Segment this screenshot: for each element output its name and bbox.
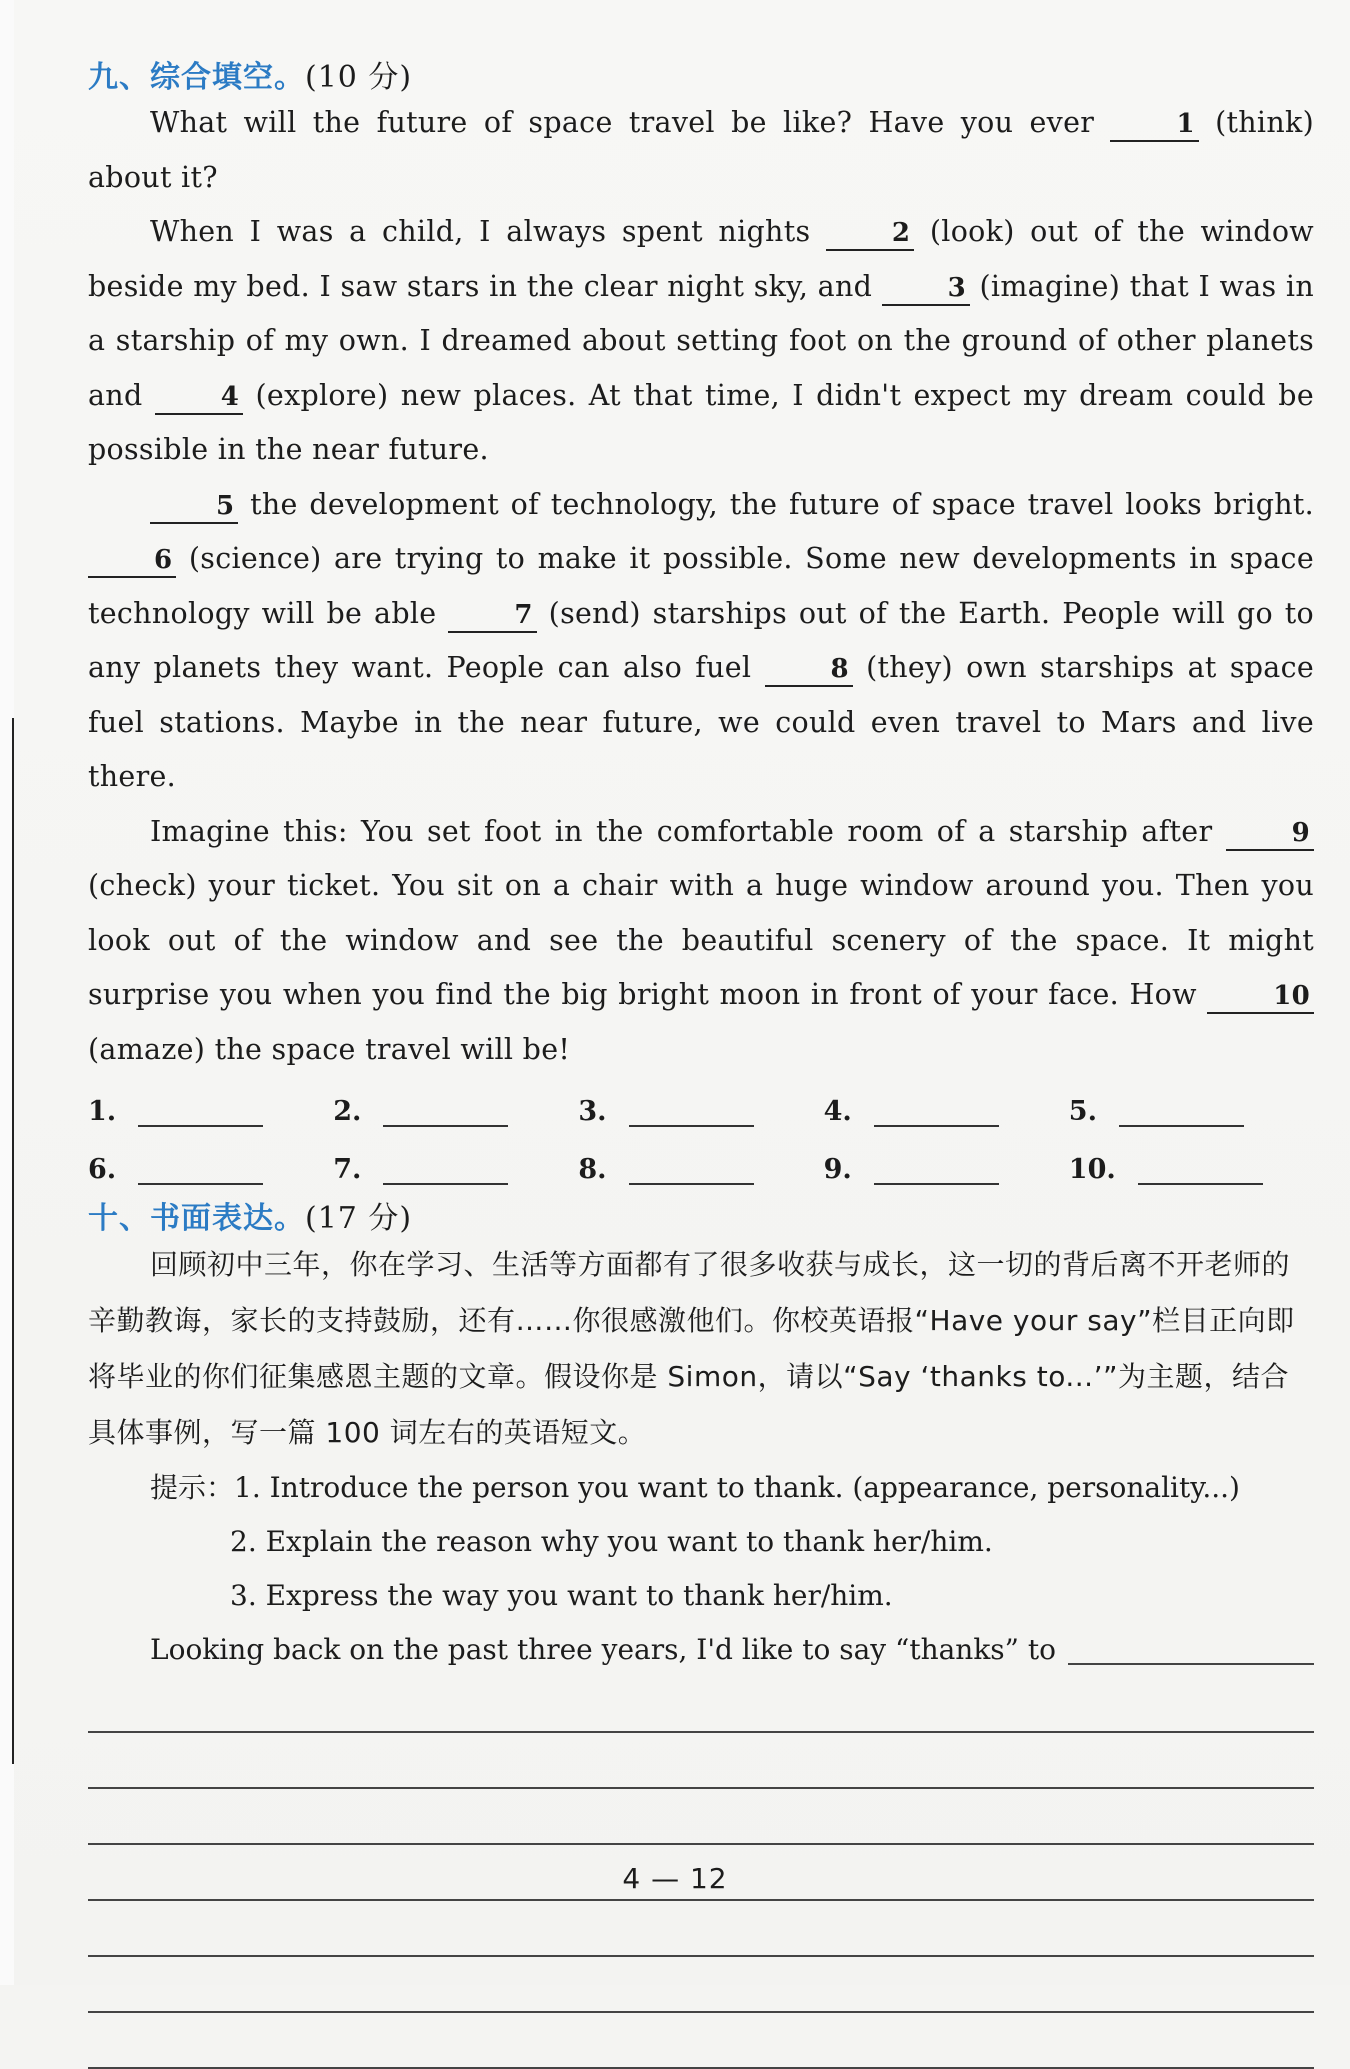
writing-line[interactable] (88, 1733, 1314, 1789)
answer-slot[interactable] (1069, 1139, 1314, 1185)
section-10-score: (17 分) (305, 1201, 413, 1236)
answer-label: 3. (578, 1096, 607, 1127)
answer-line[interactable] (874, 1157, 999, 1185)
answer-slot[interactable] (578, 1081, 823, 1127)
answer-line[interactable] (138, 1099, 263, 1127)
hint-row-1 (150, 1461, 1314, 1515)
answer-line[interactable] (629, 1099, 754, 1127)
passage-paragraph-3 (88, 478, 1314, 805)
answer-slot[interactable] (88, 1139, 333, 1185)
binding-rule (12, 718, 14, 1764)
answer-label: 6. (88, 1154, 117, 1185)
p2-text-d: (imagine) that I was in a starship of my own. I dreamed about setting foot on the ground of other planets and (88, 269, 1314, 412)
p2-text-a: When I was a child, I always spent nights (150, 215, 826, 248)
answer-line[interactable] (629, 1157, 754, 1185)
blank-1[interactable]: 1 (1110, 108, 1198, 142)
section-9-heading: 九、综合填空。 (88, 60, 305, 95)
answer-slot[interactable] (578, 1139, 823, 1185)
answer-slot[interactable] (1069, 1081, 1314, 1127)
writing-line[interactable] (88, 2013, 1314, 2069)
passage-paragraph-1 (88, 96, 1314, 205)
answer-line[interactable] (138, 1157, 263, 1185)
blank-4[interactable]: 4 (155, 381, 243, 415)
answer-label: 1. (88, 1096, 117, 1127)
starter-sentence: Looking back on the past three years, I'd like to say “thanks” to (150, 1633, 1056, 1666)
p3-text-a: the development of technology, the future of space travel looks bright. (238, 487, 1314, 521)
p1-text-c: (think) about it? (88, 106, 1314, 194)
answer-line[interactable] (1138, 1157, 1263, 1185)
blank-5[interactable]: 5 (150, 490, 238, 524)
p1-text-a: What will the future of space travel be like? Have you ever (150, 106, 1111, 139)
p4-text-a: Imagine this: You set foot in the comfortable room of a starship after (150, 814, 1226, 848)
writing-line[interactable] (88, 1901, 1314, 1957)
section-9-title (88, 52, 1314, 96)
answer-label: 9. (823, 1154, 852, 1185)
writing-line[interactable] (88, 1789, 1314, 1845)
hints-block (88, 1461, 1314, 1623)
blank-3[interactable]: 3 (882, 272, 970, 306)
answer-line[interactable] (1119, 1099, 1244, 1127)
answer-line[interactable] (874, 1099, 999, 1127)
answer-label: 8. (578, 1154, 607, 1185)
section-10-title (88, 1193, 1314, 1237)
blank-9[interactable]: 9 (1226, 817, 1314, 851)
answer-label: 4. (823, 1096, 852, 1127)
hint-2: 2. Explain the reason why you want to thank her/him. (230, 1525, 993, 1558)
hint-1: 1. Introduce the person you want to thank. (appearance, personality...) (234, 1471, 1240, 1504)
answer-label: 2. (333, 1096, 362, 1127)
blank-10[interactable]: 10 (1207, 980, 1314, 1014)
p3-text-e: (they) own starships at space fuel stations. Maybe in the near future, we could even travel to Mars and live there. (88, 651, 1315, 793)
blank-7[interactable]: 7 (448, 599, 536, 633)
page-number: 4 — 12 (622, 1862, 728, 1895)
answer-label: 5. (1068, 1096, 1097, 1127)
answer-label: 10. (1068, 1154, 1116, 1185)
answer-slot[interactable] (824, 1139, 1069, 1185)
starter-answer-line[interactable] (1068, 1633, 1314, 1665)
answer-line[interactable] (383, 1099, 508, 1127)
writing-line[interactable] (88, 1957, 1314, 2013)
section-10-heading: 十、书面表达。 (88, 1201, 305, 1236)
blank-2[interactable]: 2 (826, 217, 914, 251)
passage-paragraph-2 (88, 205, 1314, 478)
answer-slot[interactable] (333, 1139, 578, 1185)
answer-line[interactable] (383, 1157, 508, 1185)
answer-slot[interactable] (333, 1081, 578, 1127)
page-content (88, 52, 1314, 2069)
hint-3: 3. Express the way you want to thank her/him. (230, 1579, 893, 1612)
p3-text-c: (science) are trying to make it possible. Some new developments in space technology will be able (88, 542, 1314, 630)
p4-text-d: (amaze) the space travel will be! (88, 1032, 571, 1066)
section-9-score: (10 分) (305, 60, 413, 95)
answer-grid (88, 1081, 1314, 1185)
blank-8[interactable]: 8 (765, 653, 853, 687)
starter-row (88, 1623, 1314, 1677)
answer-slot[interactable] (88, 1081, 333, 1127)
answer-label: 7. (333, 1154, 362, 1185)
hint-label: 提示： (150, 1471, 235, 1504)
writing-prompt: 回顾初中三年，你在学习、生活等方面都有了很多收获与成长，这一切的背后离不开老师的辛勤教诲，家长的支持鼓励，还有……你很感激他们。你校英语报“Have your say”栏目正向即将毕业的你们征集感恩主题的文章。假设你是 Simon，请以“Say ‘thanks to...’”为主题，结合具体事例，写一篇 100 词左右的英语短文。 (88, 1248, 1295, 1449)
blank-6[interactable]: 6 (88, 544, 176, 578)
p2-text-c: (look) out of the window beside my bed. I saw stars in the clear night sky, and (88, 215, 1314, 303)
answer-slot[interactable] (824, 1081, 1069, 1127)
passage-paragraph-4 (88, 805, 1314, 1078)
p2-text-e: (explore) new places. At that time, I didn't expect my dream could be possible in the near future. (88, 378, 1314, 466)
p3-text-d: (send) starships out of the Earth. People will go to any planets they want. People can also fuel (88, 596, 1314, 684)
p4-text-c: (check) your ticket. You sit on a chair with a huge window around you. Then you look out of the window and see the beautiful scenery of the space. It might surprise you when you find the big bright moon in front of your face. How (88, 869, 1314, 1011)
writing-line[interactable] (88, 1677, 1314, 1733)
